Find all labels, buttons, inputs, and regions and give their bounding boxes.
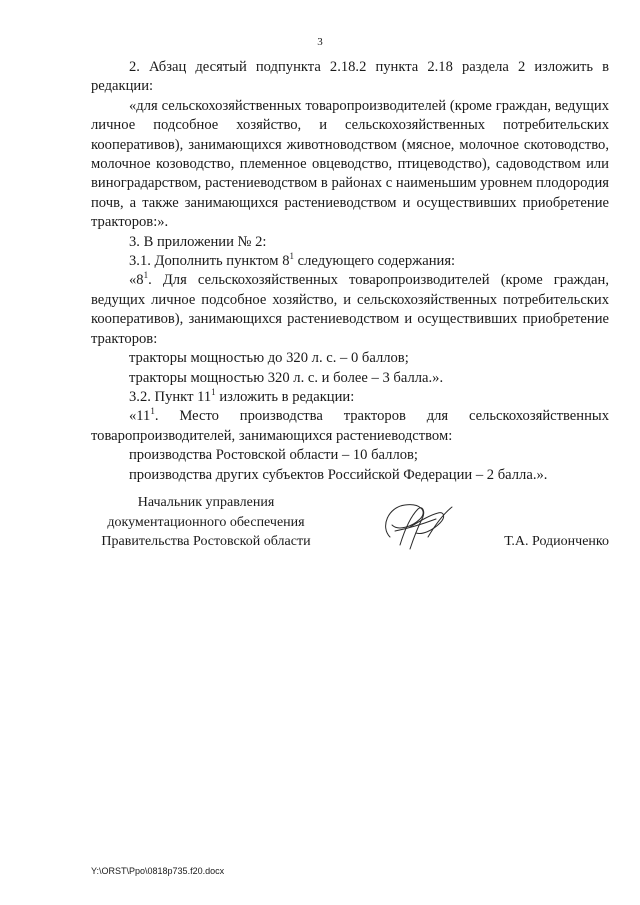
signatory-name: Т.А. Родионченко (504, 534, 609, 549)
paragraph-item-8-1: «$8^1$. Для сельскохозяйственных товаропроизводителей (кроме граждан, ведущих личное подсобное хозяйство, и сельскохозяйственных потребительских кооперативов), занимающихся растениеводством и осуществивших приобретение тракторов: (91, 270, 609, 347)
superscript: 1 (289, 251, 294, 262)
paragraph-3-1: 3.1. Дополнить пунктом $8^1$ следующего содержания: (129, 251, 456, 270)
paragraph-tractors-320-plus: тракторы мощностью 320 л. с. и более – 3 балла.». (129, 369, 444, 386)
paragraph-amendment-2: 2. Абзац десятый подпункта 2.18.2 пункта 2.18 раздела 2 изложить в редакции: (91, 59, 609, 95)
paragraph-rostov-production: производства Ростовской области – 10 баллов; (129, 447, 418, 464)
superscript: 1 (211, 387, 216, 398)
position-line: Начальник управления (137, 495, 275, 510)
position-line: Правительства Ростовской области (101, 534, 311, 549)
paragraph-item-11-1: «$11^1$. Место производства тракторов для сельскохозяйственных товаропроизводителей, занимающихся растениеводством: (91, 406, 609, 444)
paragraph-3-2: 3.2. Пункт $11^1$ изложить в редакции: (129, 387, 355, 405)
page-number: 3 (317, 36, 323, 48)
superscript: 1 (150, 406, 155, 417)
handwritten-signature (370, 497, 460, 557)
paragraph-other-regions-production: производства других субъектов Российской Федерации – 2 балла.». (129, 466, 548, 483)
file-path: Y:\ORST\Ppo\0818p735.f20.docx (91, 866, 225, 876)
paragraph-tractors-under-320: тракторы мощностью до 320 л. с. – 0 баллов; (129, 350, 409, 367)
paragraph-quoted-text: «для сельскохозяйственных товаропроизводителей (кроме граждан, ведущих личное подсобное хозяйство, и сельскохозяйственных потребительских кооперативов), занимающихся животноводством (мясное, молочное скотоводство, молочное козоводство, племенное овцеводство, птицеводство), садоводством или виноградарством, растениеводством в районах с наименьшим уровнем плодородия почв, а также занимающихся растениеводством и осуществивших приобретение тракторов:». (91, 97, 609, 231)
position-line: документационного обеспечения (107, 514, 305, 530)
signatory-position (91, 493, 321, 552)
paragraph-appendix-2: 3. В приложении № 2: (129, 233, 267, 250)
superscript: 1 (143, 270, 149, 281)
document-body (91, 58, 609, 485)
